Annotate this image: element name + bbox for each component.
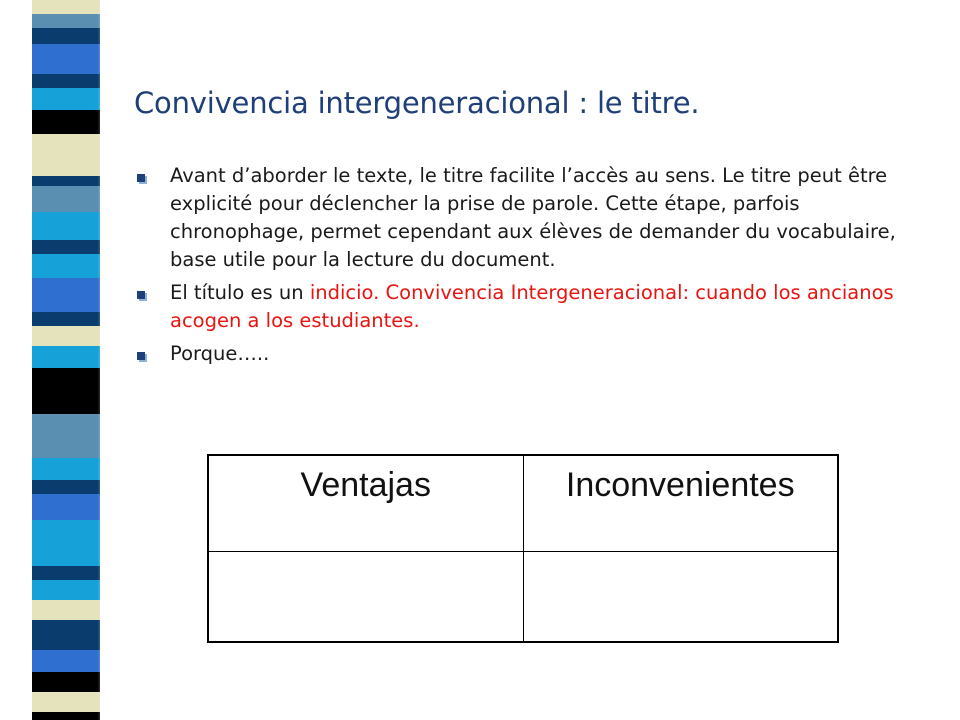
bullet-list	[134, 162, 934, 373]
square-bullet-icon	[137, 174, 145, 182]
header-cell-inconvenientes: Inconvenientes	[523, 455, 838, 552]
square-bullet-icon	[137, 352, 145, 360]
header-cell-ventajas: Ventajas	[208, 455, 523, 552]
list-item	[134, 279, 934, 335]
bullet-text: Porque…..	[170, 342, 270, 365]
list-item	[134, 340, 934, 368]
page-title: Convivencia intergeneracional : le titre.	[134, 86, 700, 120]
comparison-table	[207, 454, 839, 643]
table-row	[208, 552, 838, 643]
decorative-stripe-bar	[0, 0, 112, 720]
table-cell	[523, 552, 838, 643]
bullet-text: Avant d’aborder le texte, le titre facilite l’accès au sens. Le titre peut être explicité pour déclencher la prise de parole. Cette étape, parfois chronophage, permet cependant aux élèves de demander du vocabulaire, base utile pour la lecture du document.	[170, 164, 896, 271]
table-cell	[208, 552, 523, 643]
bullet-text: El título es un	[170, 281, 310, 304]
square-bullet-icon	[137, 291, 145, 299]
highlighted-text: indicio. Convivencia Intergeneracional: cuando los ancianos acogen a los estudiantes.	[170, 281, 894, 332]
table-header-row	[208, 455, 838, 552]
list-item	[134, 162, 934, 274]
